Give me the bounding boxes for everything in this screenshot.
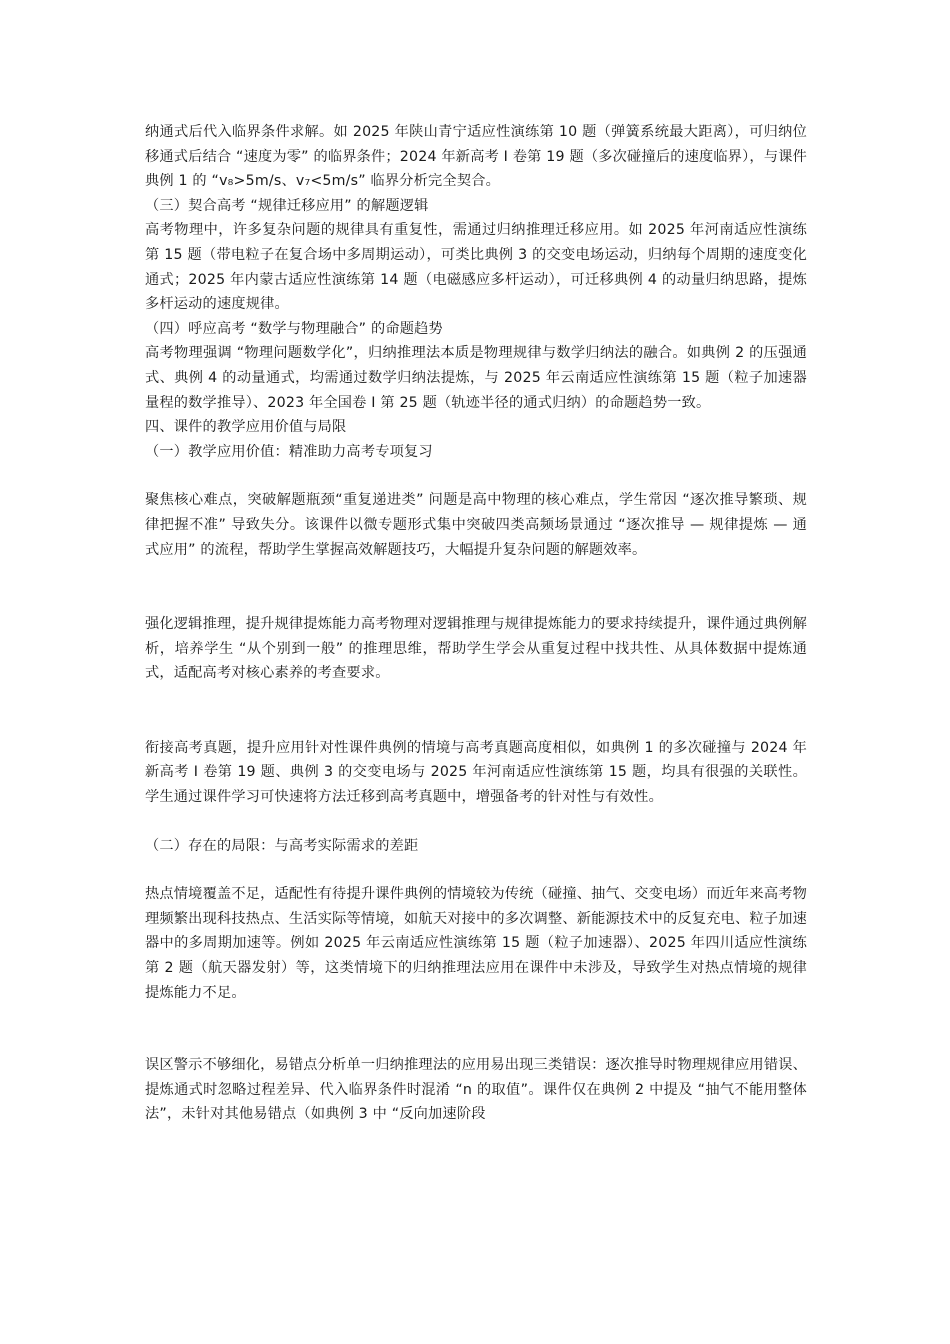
spacer	[145, 464, 807, 488]
paragraph-critical-conditions: 纳通式后代入临界条件求解。如 2025 年陕山青宁适应性演练第 10 题（弹簧系统最大距离），可归纳位移通式后结合 “速度为零” 的临界条件；2024 年新高考 Ⅰ 卷第 19 题（多次碰撞后的速度临界），与课件典例 1 的 “v₈>5m/s、v₇<5m/s” 临界分析完全契合。	[145, 124, 807, 190]
heading-limitations: （二）存在的局限：与高考实际需求的差距	[145, 837, 419, 854]
spacer	[145, 1005, 807, 1053]
spacer	[145, 858, 807, 882]
paragraph-rule-transfer: 高考物理中，许多复杂问题的规律具有重复性，需通过归纳推理迁移应用。如 2025 年河南适应性演练第 15 题（带电粒子在复合场中多周期运动），可类比典例 3 的交变电场运动，归纳每个周期的速度变化通式；2025 年内蒙古适应性演练第 14 题（电磁感应多杆运动），可迁移典例 4 的动量归纳思路，提炼多杆运动的速度规律。	[145, 222, 807, 313]
paragraph-hot-topics: 热点情境覆盖不足，适配性有待提升课件典例的情境较为传统（碰撞、抽气、交变电场）而近年来高考物理频繁出现科技热点、生活实际等情境，如航天对接中的多次调整、新能源技术中的反复充电、粒子加速器中的多周期加速等。例如 2025 年云南适应性演练第 15 题（粒子加速器）、2025 年四川适应性演练第 2 题（航天器发射）等，这类情境下的归纳推理法应用在课件中未涉及，导致学生对热点情境的规律提炼能力不足。	[145, 886, 807, 1001]
paragraph-misconceptions: 误区警示不够细化，易错点分析单一归纳推理法的应用易出现三类错误：逐次推导时物理规律应用错误、提炼通式时忽略过程差异、代入临界条件时混淆 “n 的取值”。课件仅在典例 2 中提及 “抽气不能用整体法”，未针对其他易错点（如典例 3 中 “反向加速阶段	[145, 1057, 807, 1123]
heading-section-four: 四、课件的教学应用价值与局限	[145, 419, 347, 436]
heading-rule-transfer: （三）契合高考 “规律迁移应用” 的解题逻辑	[145, 197, 429, 214]
spacer	[145, 686, 807, 736]
heading-math-physics: （四）呼应高考 “数学与物理融合” 的命题趋势	[145, 320, 443, 337]
paragraph-math-physics: 高考物理强调 “物理问题数学化”，归纳推理法本质是物理规律与数学归纳法的融合。如典例 2 的压强通式、典例 4 的动量通式，均需通过数学归纳法提炼，与 2025 年云南适应性演练第 15 题（粒子加速器量程的数学推导）、2023 年全国卷 Ⅰ 第 25 题（轨迹半径的通式归纳）的命题趋势一致。	[145, 345, 807, 411]
spacer	[145, 810, 807, 834]
document-page	[145, 120, 807, 1127]
paragraph-logic-reasoning: 强化逻辑推理，提升规律提炼能力高考物理对逻辑推理与规律提炼能力的要求持续提升，课件通过典例解析，培养学生 “从个别到一般” 的推理思维，帮助学生学会从重复过程中找共性、从具体数据中提炼通式，适配高考对核心素养的考查要求。	[145, 616, 807, 682]
heading-teaching-value: （一）教学应用价值：精准助力高考专项复习	[145, 443, 433, 460]
spacer	[145, 562, 807, 612]
paragraph-exam-connection: 衔接高考真题，提升应用针对性课件典例的情境与高考真题高度相似，如典例 1 的多次碰撞与 2024 年新高考 Ⅰ 卷第 19 题、典例 3 的交变电场与 2025 年河南适应性演练第 15 题，均具有很强的关联性。学生通过课件学习可快速将方法迁移到高考真题中，增强备考的针对性与有效性。	[145, 739, 807, 806]
paragraph-core-difficulty: 聚焦核心难点，突破解题瓶颈“重复递进类” 问题是高中物理的核心难点，学生常因 “逐次推导繁琐、规律把握不准” 导致失分。该课件以微专题形式集中突破四类高频场景通过 “逐次推导 — 规律提炼 — 通式应用” 的流程，帮助学生掌握高效解题技巧，大幅提升复杂问题的解题效率。	[145, 492, 807, 558]
